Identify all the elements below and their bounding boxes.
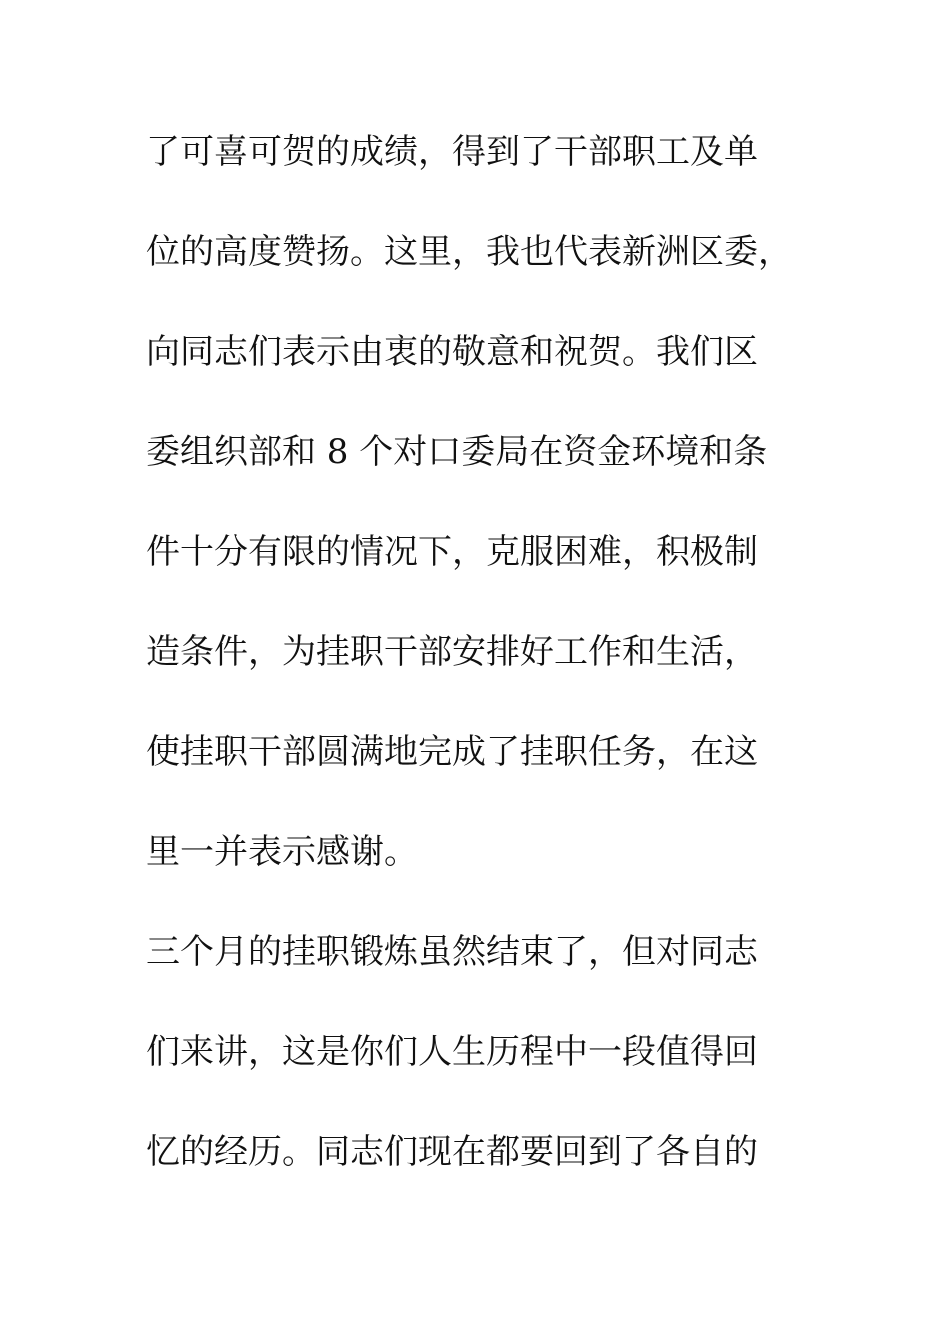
text-line: 委组织部和 8 个对口委局在资金环境和条 — [146, 432, 768, 472]
text-line: 位的高度赞扬。这里，我也代表新洲区委， — [146, 232, 792, 272]
text-line: 里一并表示感谢。 — [146, 832, 418, 872]
text-line: 使挂职干部圆满地完成了挂职任务，在这 — [146, 732, 758, 772]
text-line: 向同志们表示由衷的敬意和祝贺。我们区 — [146, 332, 758, 372]
text-line: 件十分有限的情况下，克服困难，积极制 — [146, 532, 758, 572]
text-line: 们来讲，这是你们人生历程中一段值得回 — [146, 1032, 758, 1072]
text-line: 了可喜可贺的成绩，得到了干部职工及单 — [146, 132, 758, 172]
text-line: 忆的经历。同志们现在都要回到了各自的 — [146, 1132, 758, 1172]
text-line: 三个月的挂职锻炼虽然结束了，但对同志 — [146, 932, 758, 972]
text-line: 造条件，为挂职干部安排好工作和生活， — [146, 632, 758, 672]
